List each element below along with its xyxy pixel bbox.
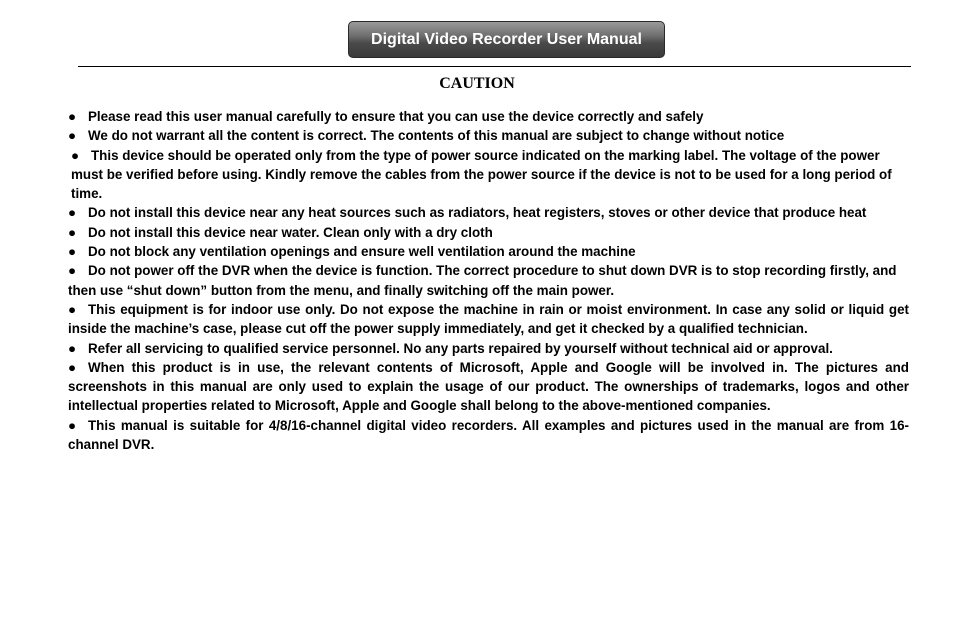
list-item-text: This equipment is for indoor use only. Do not expose the machine in rain or moist environment. In case any solid or liquid get inside the machine’s case, please cut off the power supply immediately, and get it checked by a qualified technician. xyxy=(68,301,909,337)
bullet-icon: ● xyxy=(68,417,77,433)
header-divider xyxy=(78,66,911,67)
list-item-text: Do not block any ventilation openings and ensure well ventilation around the machine xyxy=(88,244,636,260)
list-item xyxy=(68,339,909,358)
list-item-text: When this product is in use, the relevant contents of Microsoft, Apple and Google will be involved in. The pictures and screenshots in this manual are only used to explain the usage of our product. The ownerships of trademarks, logos and other intellectual properties related to Microsoft, Apple and Google shall belong to the above-mentioned companies. xyxy=(68,359,909,414)
list-item-text: This device should be operated only from the type of power source indicated on the marking label. The voltage of the power must be verified before using. Kindly remove the cables from the power source if the device is not to be used for a long period of time. xyxy=(71,147,892,202)
list-item-text: Do not power off the DVR when the device is function. The correct procedure to shut down DVR is to stop recording firstly, and then use “shut down” button from the menu, and finally switching off the main power. xyxy=(68,263,897,298)
bullet-icon: ● xyxy=(68,263,77,279)
list-item-text: Do not install this device near water. Clean only with a dry cloth xyxy=(88,224,493,240)
list-item-text: We do not warrant all the content is correct. The contents of this manual are subject to change without notice xyxy=(88,128,785,144)
list-item xyxy=(68,300,909,339)
bullet-icon: ● xyxy=(68,301,77,317)
list-item-text: Do not install this device near any heat sources such as radiators, heat registers, stoves or other device that produce heat xyxy=(88,205,867,221)
manual-title: Digital Video Recorder User Manual xyxy=(371,30,642,48)
list-item xyxy=(68,223,909,242)
bullet-icon: ● xyxy=(68,205,77,221)
manual-header-tab xyxy=(348,21,665,58)
list-item-text: This manual is suitable for 4/8/16-channel digital video recorders. All examples and pictures used in the manual are from 16-channel DVR. xyxy=(68,417,909,453)
caution-list xyxy=(68,107,909,454)
list-item xyxy=(68,107,909,126)
bullet-icon: ● xyxy=(68,244,77,260)
list-item xyxy=(68,416,909,455)
list-item-text: Refer all servicing to qualified service personnel. No any parts repaired by yourself without technical aid or approval. xyxy=(88,340,833,356)
bullet-icon: ● xyxy=(68,340,77,356)
bullet-icon: ● xyxy=(68,128,77,144)
bullet-icon: ● xyxy=(68,109,77,124)
list-item xyxy=(68,261,909,300)
list-item xyxy=(68,242,909,261)
list-item xyxy=(68,146,909,204)
bullet-icon: ● xyxy=(71,147,80,163)
list-item xyxy=(68,126,909,145)
section-title: CAUTION xyxy=(439,75,515,92)
list-item xyxy=(68,358,909,416)
bullet-icon: ● xyxy=(68,359,77,375)
list-item xyxy=(54,203,909,222)
bullet-icon: ● xyxy=(68,224,77,240)
list-item-text: Please read this user manual carefully to ensure that you can use the device correctly and safely xyxy=(88,109,704,124)
